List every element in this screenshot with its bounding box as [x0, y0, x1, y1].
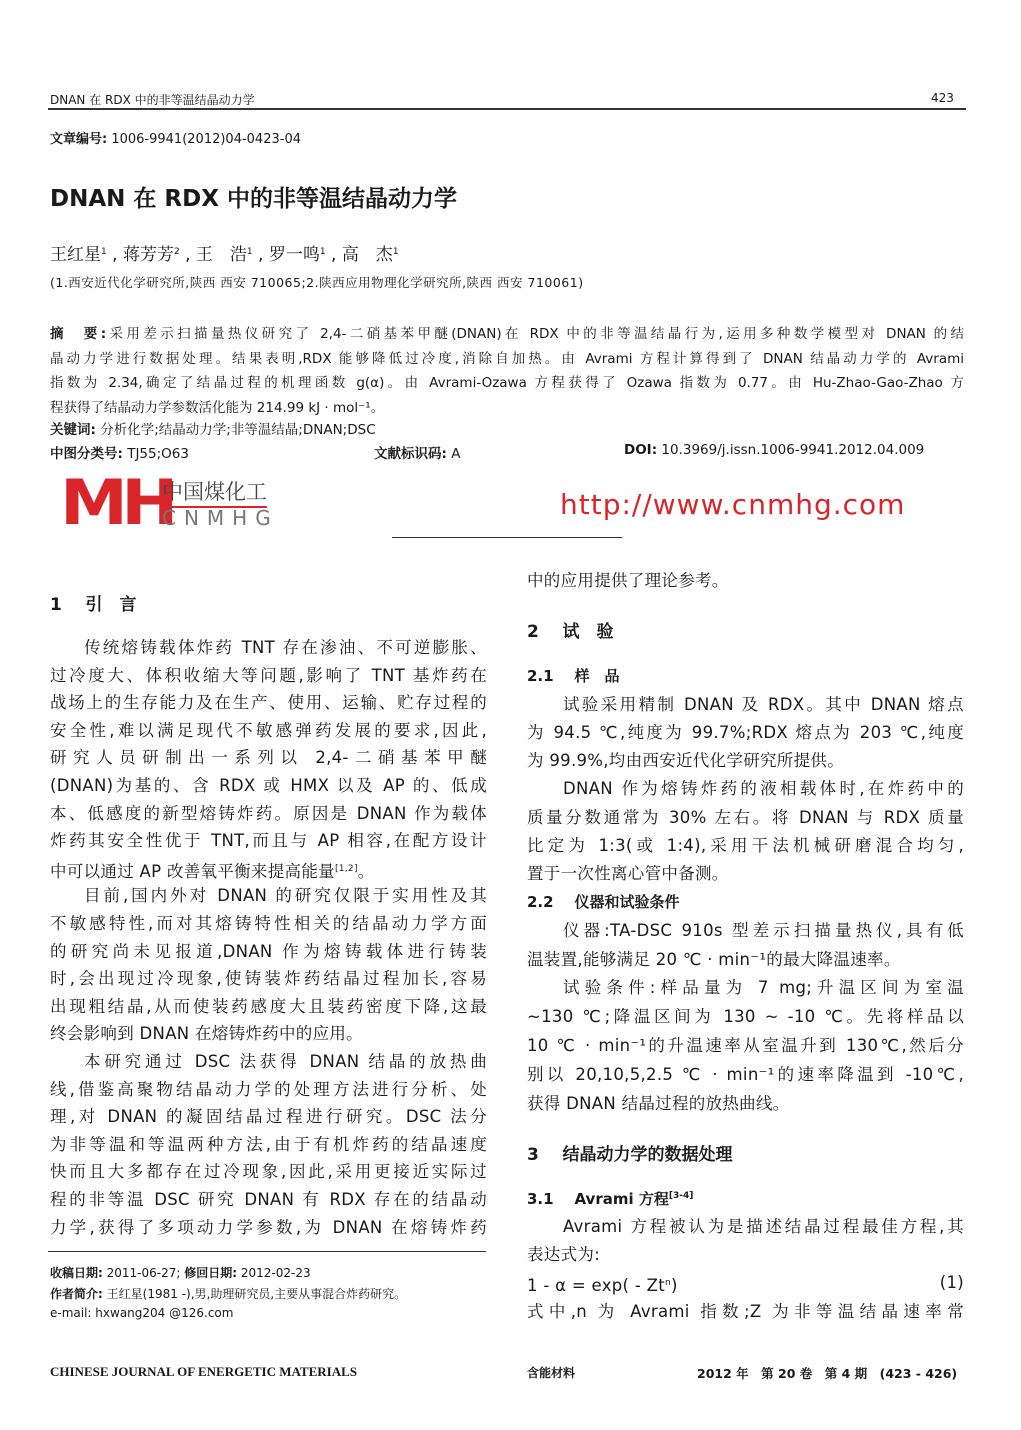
body-text: 中的应用提供了理论参考。 [527, 571, 729, 590]
section-1-heading: 1 引 言 [50, 595, 137, 615]
journal-name-cn: 含能材料 [527, 1366, 576, 1380]
body-text: 理,对 DNAN 的凝固结晶过程进行研究。DSC 法分 [50, 1107, 487, 1127]
body-line [50, 1134, 487, 1156]
body-text: 试验条件:样品量为 7 mg;升温区间为室温 [563, 978, 964, 997]
body-line [50, 1079, 487, 1101]
author-name: 高 杰 [341, 245, 393, 265]
body-text: 的研究尚未见报道,DNAN 作为熔铸载体进行铸装 [50, 941, 487, 961]
equation [527, 1272, 964, 1294]
issue-info: 2012 年 第 20 卷 第 4 期 (423 - 426) [697, 1366, 958, 1381]
body-line [527, 1244, 964, 1266]
body-text: 快而且大多都存在过冷现象,因此,采用更接近实际过 [50, 1162, 487, 1182]
section-number: 3.1 [527, 1190, 554, 1208]
section-number: 2 [527, 622, 539, 642]
page-number: 423 [931, 91, 954, 105]
clc-number: 中图分类号: TJ55;O63 [50, 446, 189, 462]
body-text: 目前,国内外对 DNAN 的研究仅限于实用性及其 [84, 886, 487, 906]
body-line [527, 750, 964, 772]
document-code: 文献标识码: A [374, 446, 461, 462]
body-line [50, 1217, 487, 1239]
body-text: 出现粗结晶,从而使装药感度大且装药密度下降,这最 [50, 996, 487, 1016]
abstract-line [50, 322, 964, 342]
body-line [50, 913, 487, 935]
body-text: 本研究通过 DSC 法获得 DNAN 结晶的放热曲 [84, 1052, 487, 1071]
body-text: Avrami 方程被认为是描述结晶过程最佳方程,其 [563, 1217, 964, 1236]
author-list: 王红星$^1$ , 蒋芳芳$^2$ , 王 浩$^1$ , 罗一鸣$^1$ , 高 杰$^1$ [50, 245, 399, 265]
body-text: 本、低感度的新型熔铸炸药。原因是 DNAN 作为载体 [50, 803, 487, 823]
body-text: 为 94.5 ℃,纯度为 99.7%;RDX 熔点为 203 ℃,纯度 [527, 723, 964, 742]
header-rule [48, 108, 966, 110]
body-text: 为 99.9%,均由西安近代化学研究所提供。 [527, 751, 845, 770]
author-name: 罗一鸣 [268, 245, 320, 265]
section-heading [527, 665, 619, 686]
body-line [50, 968, 487, 990]
body-text: 质量分数通常为 30% 左右。将 DNAN 与 RDX 质量 [527, 808, 964, 827]
body-line [84, 1051, 487, 1073]
body-line [563, 778, 964, 800]
body-line [527, 1035, 964, 1057]
body-line [527, 807, 964, 829]
equation-exponent: n [665, 1278, 672, 1288]
body-text: 研究人员研制出一系列以 2,4-二硝基苯甲醚 [50, 748, 487, 768]
body-line [50, 1106, 487, 1128]
keywords: 关键词: 分析化学;结晶动力学;非等温结晶;DNAN;DSC [50, 422, 376, 438]
author-affiliation-mark: 1 [101, 247, 107, 257]
body-text: (DNAN)为基的、含 RDX 或 HMX 以及 AP 的、低成 [50, 776, 487, 795]
logo-cn: 中国煤化工 [162, 476, 267, 508]
body-line [527, 722, 964, 744]
body-text: 10 ℃ · min⁻¹的升温速率从室温升到 130℃,然后分 [527, 1036, 964, 1055]
journal-name-en: CHINESE JOURNAL OF ENERGETIC MATERIALS [50, 1364, 357, 1379]
running-header-title: DNAN 在 RDX 中的非等温结晶动力学 [50, 93, 255, 107]
abstract-line [50, 347, 964, 367]
body-text: ~130 ℃;降温区间为 130 ~ -10 ℃。先将样品以 [527, 1007, 964, 1026]
abstract-label: 摘 要: [50, 326, 107, 342]
citation: [1,2] [334, 863, 358, 874]
body-line [527, 949, 964, 971]
body-text: DNAN 作为熔铸炸药的液相载体时,在炸药中的 [563, 779, 964, 798]
section-title: 结晶动力学的数据处理 [562, 1145, 733, 1165]
body-text: 仪器:TA-DSC 910s 型差示扫描量热仪,具有低 [563, 921, 964, 940]
body-line [527, 1093, 964, 1115]
body-text: 。 [357, 861, 375, 881]
equation-text: ) [671, 1276, 678, 1295]
body-line [563, 694, 964, 716]
body-line [527, 835, 964, 857]
section-number: 3 [527, 1145, 539, 1165]
author-name: 蒋芳芳 [122, 245, 174, 265]
body-line [50, 803, 487, 825]
abstract-text: 采用差示扫描量热仪研究了 2,4-二硝基苯甲醚(DNAN)在 RDX 中的非等温结晶行为,运用多种数学模型对 DNAN 的结 [106, 326, 964, 342]
author-affiliation-mark: 1 [319, 247, 326, 257]
body-line [50, 1023, 487, 1045]
body-line [527, 863, 964, 885]
doi: DOI: 10.3969/j.issn.1006-9941.2012.04.009 [624, 442, 925, 458]
body-text: 式中,n 为 Avrami 指数;Z 为非等温结晶速率常 [527, 1302, 964, 1321]
body-line [527, 1064, 964, 1086]
body-text: 时,会出现过冷现象,使铸装炸药结晶过程加长,容易 [50, 969, 487, 989]
body-text: 获得 DNAN 结晶过程的放热曲线。 [527, 1094, 790, 1113]
body-line [527, 570, 964, 592]
body-line [50, 665, 487, 687]
author-affiliation-mark: 1 [246, 247, 253, 257]
author-name: 王 浩 [195, 245, 247, 265]
url-watermark: http://www.cnmhg.com [560, 488, 906, 521]
section-number: 2.1 [527, 667, 554, 685]
body-line [50, 747, 487, 769]
author-name: 王红星 [50, 245, 101, 265]
footnote-rule [48, 1251, 486, 1252]
body-text: 力学,获得了多项动力学参数,为 DNAN 在熔铸炸药 [50, 1217, 487, 1237]
article-number: 文章编号: 1006-9941(2012)04-0423-04 [50, 132, 301, 147]
section-heading [527, 617, 614, 642]
author-affiliation-mark: 1 [392, 247, 399, 257]
body-text: 中可以通过 AP 改善氧平衡来提高能量 [50, 861, 335, 881]
equation-number: (1) [939, 1273, 964, 1292]
body-text: 安全性,难以满足现代不敏感弹药发展的要求,因此, [50, 720, 487, 740]
citation: [3-4] [668, 1191, 694, 1201]
body-text: 线,借鉴高聚物结晶动力学的处理方法进行分析、处 [50, 1079, 487, 1099]
body-line [50, 1161, 487, 1183]
body-line [563, 920, 964, 942]
body-text: 程的非等温 DSC 研究 DNAN 有 RDX 存在的结晶动 [50, 1190, 487, 1209]
section-title: 试 验 [562, 622, 614, 642]
body-line [527, 1006, 964, 1028]
abstract-text: 程获得了结晶动力学参数活化能为 214.99 kJ · mol⁻¹。 [50, 399, 385, 416]
body-line [563, 1216, 964, 1238]
equation-text: 1 - α = exp( - Zt [527, 1276, 665, 1295]
logo-mark: MH [60, 466, 172, 539]
email: e-mail: hxwang204 @126.com [50, 1306, 234, 1320]
body-line [50, 692, 487, 714]
body-line [563, 977, 964, 999]
body-line [84, 885, 487, 907]
body-line [50, 996, 487, 1018]
cnmhg-logo [60, 466, 279, 539]
body-line [50, 830, 487, 852]
body-text: 温装置,能够满足 20 ℃ · min⁻¹的最大降温速率。 [527, 950, 901, 969]
body-text: 表达式为: [527, 1245, 601, 1264]
body-text: 战场上的生存能力及在生产、使用、运输、贮存过程的 [50, 693, 487, 713]
body-line [84, 637, 487, 659]
body-text: 过冷度大、体积收缩大等问题,影响了 TNT 基炸药在 [50, 665, 487, 685]
author-affiliation-mark: 2 [173, 247, 180, 257]
body-line [50, 1189, 487, 1211]
body-text: 试验采用精制 DNAN 及 RDX。其中 DNAN 熔点 [563, 695, 964, 714]
body-text: 不敏感特性,而对其熔铸特性相关的结晶动力学方面 [50, 914, 487, 933]
body-line [527, 1301, 964, 1323]
section-heading [527, 891, 679, 912]
section-heading [527, 1140, 733, 1165]
dates-footnote: 收稿日期: 2011-06-27; 修回日期: 2012-02-23 [50, 1266, 311, 1280]
body-text: 炸药其安全性优于 TNT,而且与 AP 相容,在配方设计 [50, 831, 487, 851]
body-text: 为非等温和等温两种方法,由于有机炸药的结晶速度 [50, 1134, 487, 1154]
separator-rule [392, 537, 622, 538]
affiliations: (1.西安近代化学研究所,陕西 西安 710065;2.陕西应用物理化学研究所,陕西 西安 710061) [50, 275, 584, 290]
body-text: 比定为 1:3(或 1:4),采用干法机械研磨混合均匀, [527, 836, 964, 855]
body-line [50, 775, 487, 797]
body-text: 终会影响到 DNAN 在熔铸炸药中的应用。 [50, 1024, 363, 1044]
abstract-text: 指数为 2.34,确定了结晶过程的机理函数 g(α)。由 Avrami-Ozawa 方程获得了 Ozawa 指数为 0.77。由 Hu-Zhao-Gao-Zhao 方 [50, 375, 964, 391]
abstract-line [50, 396, 964, 416]
body-text: 传统熔铸载体炸药 TNT 存在渗油、不可逆膨胀、 [84, 638, 487, 657]
abstract-line [50, 371, 964, 391]
body-line [50, 720, 487, 742]
author-bio: 作者简介: 王红星(1981 -),男,助理研究员,主要从事混合炸药研究。 [50, 1287, 407, 1301]
logo-en: CNMHG [162, 506, 279, 530]
abstract-text: 晶动力学进行数据处理。结果表明,RDX 能够降低过冷度,消除自加热。由 Avrami 方程计算得到了 DNAN 结晶动力学的 Avrami [50, 350, 964, 367]
section-number: 2.2 [527, 893, 554, 911]
body-text: 置于一次性离心管中备测。 [527, 864, 729, 883]
section-heading [527, 1188, 693, 1209]
body-line [50, 941, 487, 963]
paper-title: DNAN 在 RDX 中的非等温结晶动力学 [50, 186, 457, 212]
body-text: 别以 20,10,5,2.5 ℃ · min⁻¹的速率降温到 -10℃, [527, 1065, 964, 1084]
section-title: Avrami 方程 [574, 1190, 669, 1208]
section-title: 样 品 [574, 667, 620, 685]
body-line [50, 858, 487, 880]
section-title: 仪器和试验条件 [574, 893, 680, 911]
